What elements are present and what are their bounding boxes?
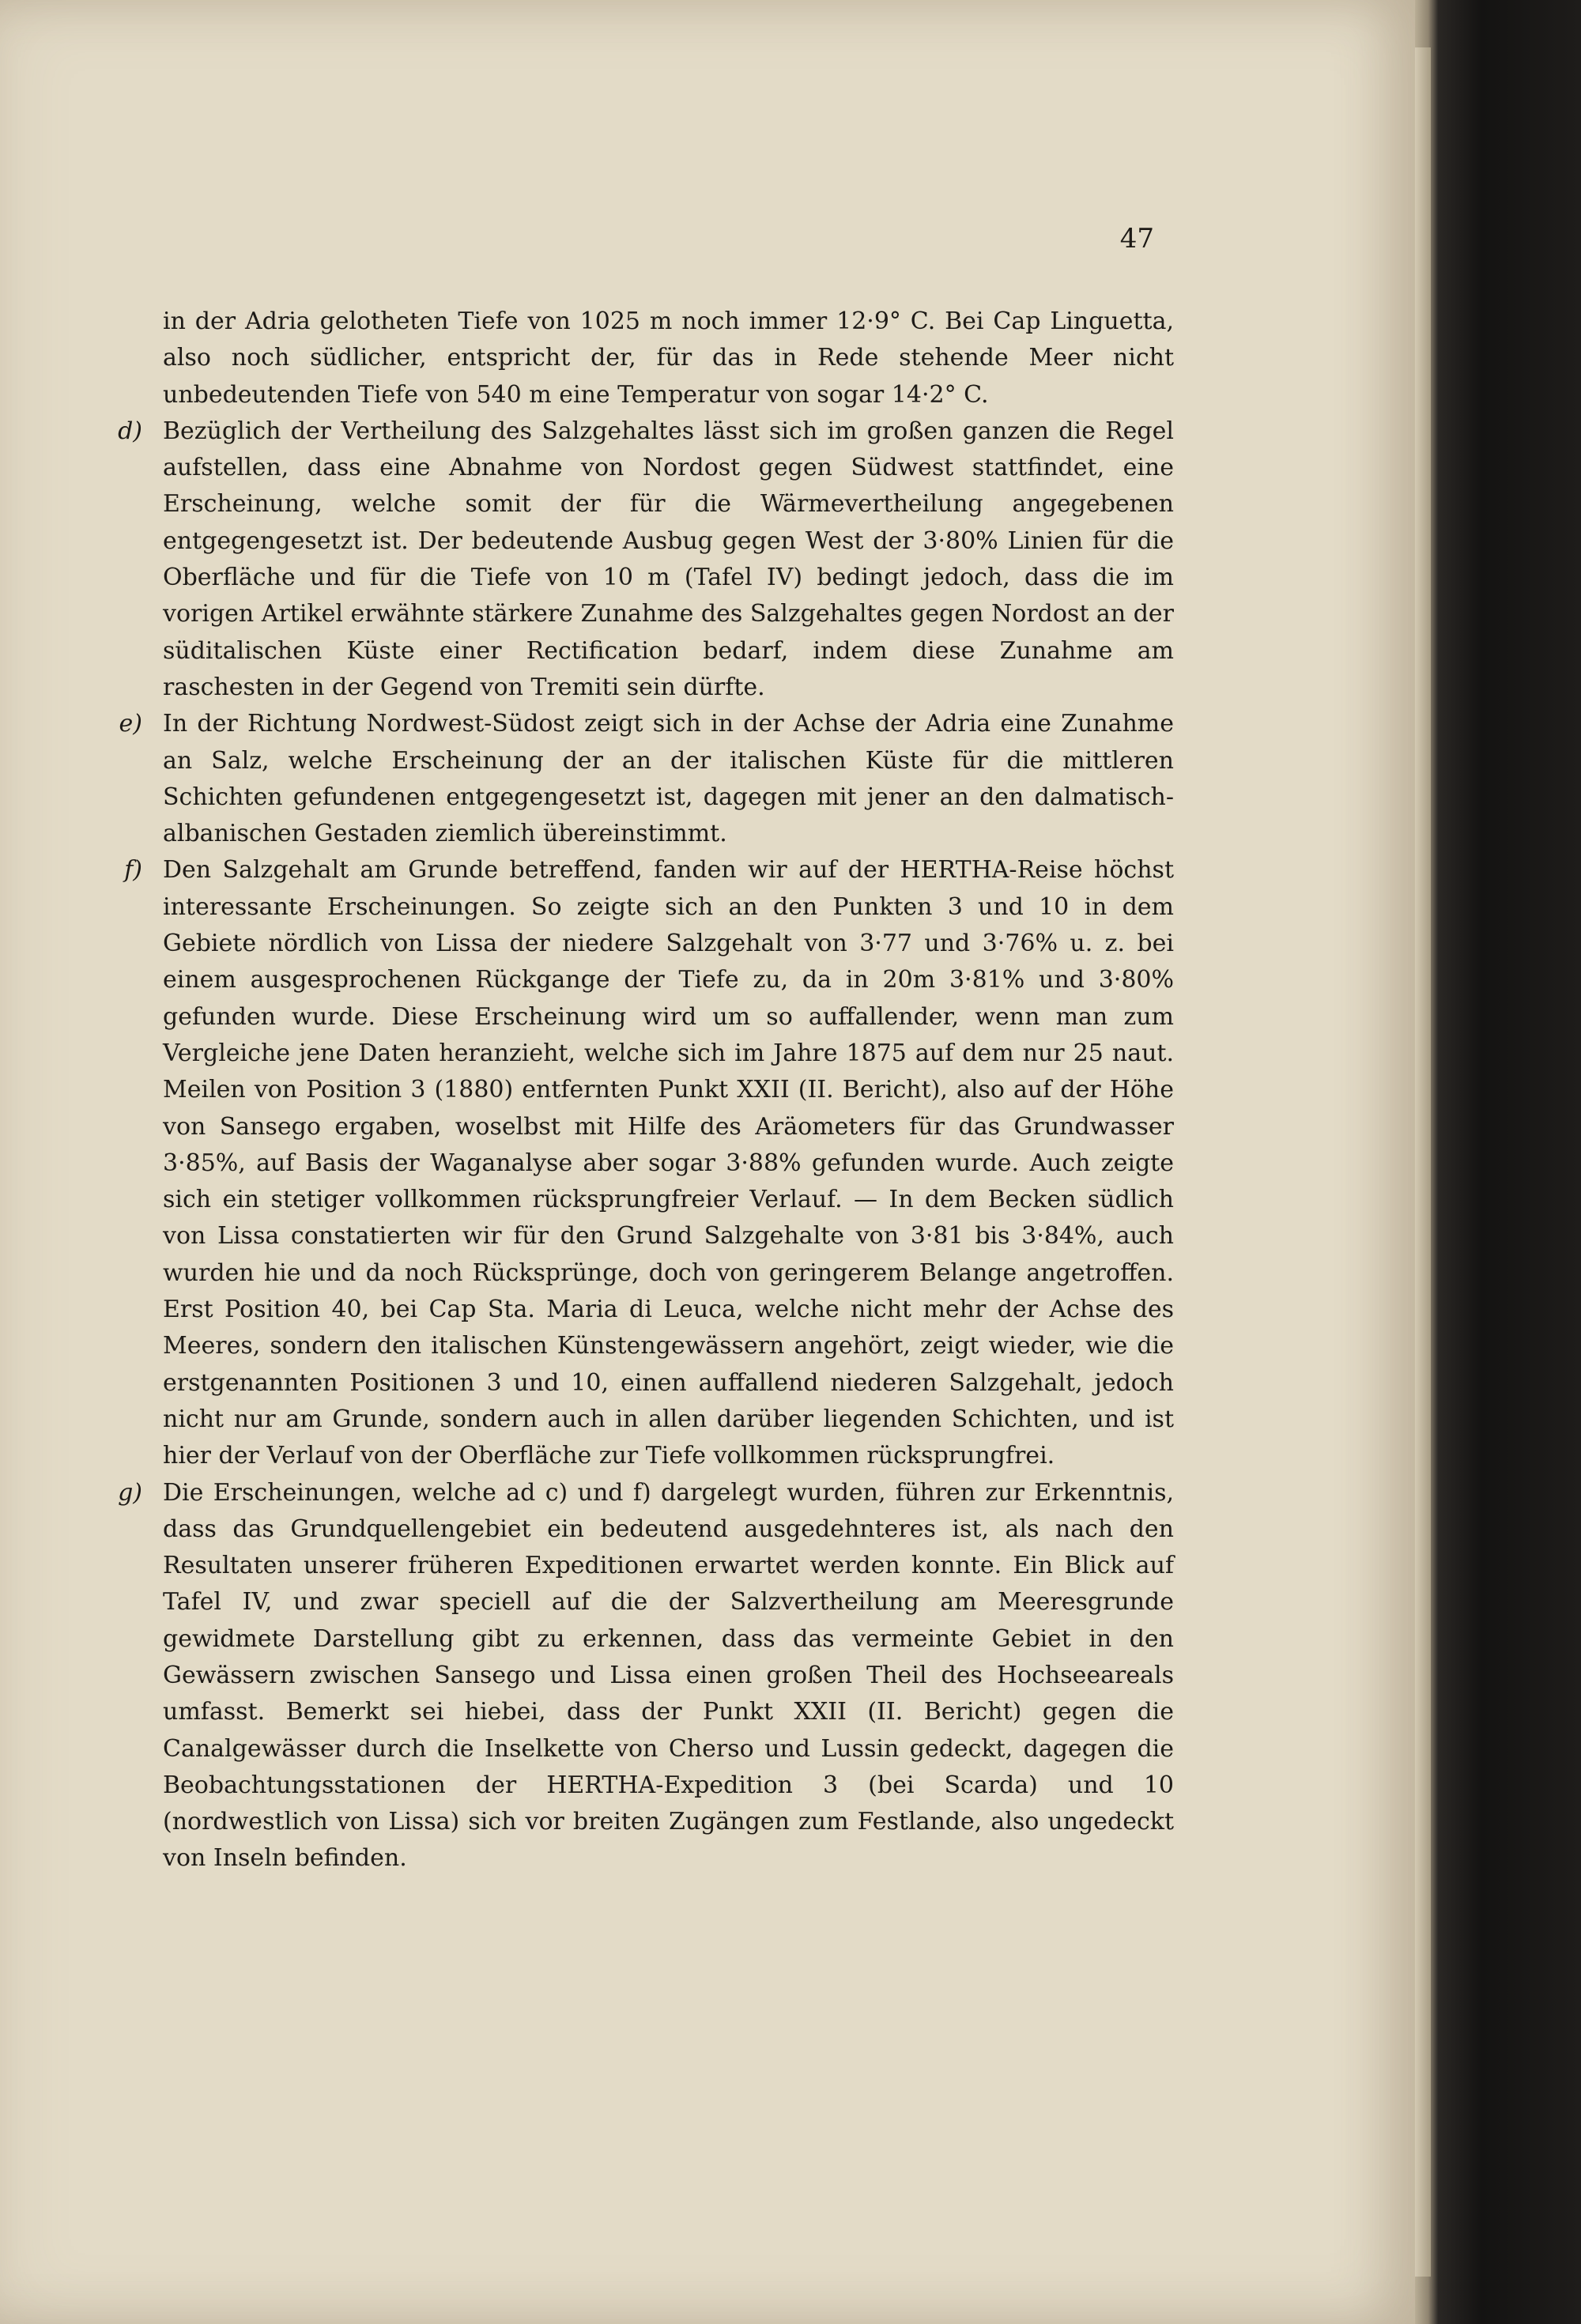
paragraph-text: in der Adria gelotheten Tiefe von 1025 m noch immer 12·9° C. Bei Cap Linguetta, also noch südlicher, entspricht der, für das in Rede stehende Meer nicht unbedeutenden Tiefe von 540 m eine Temperatur von sogar 14·2° C. — [163, 307, 1174, 409]
page-edges — [1415, 47, 1431, 2277]
paragraph-text: Die Erscheinungen, welche ad c) und f) dargelegt wurden, führen zur Erkenntnis, dass das Grundquellengebiet ein bedeutend ausgedehnteres ist, als nach den Resultaten unserer früheren Expeditionen erwartet werden konnte. Ein Blick auf Tafel IV, und zwar speciell auf die der Salzvertheilung am Meeresgrunde gewidmete Darstellung gibt zu erkennen, dass das vermeinte Gebiet in den Gewässern zwischen Sansego und Lissa einen großen Theil des Hochseeareals umfasst. Bemerkt sei hiebei, dass der Punkt XXII (II. Bericht) gegen die Canalgewässer durch die Inselkette von Cherso und Lussin gedeckt, dagegen die Beobachtungsstationen der HERTHA-Expedition 3 (bei Scarda) und 10 (nordwestlich von Lissa) sich vor breiten Zugängen zum Festlande, also ungedeckt von Inseln befinden. — [163, 1478, 1174, 1873]
paragraph-text: Den Salzgehalt am Grunde betreffend, fanden wir auf der HERTHA-Reise höchst interessante Erscheinungen. So zeigte sich an den Punkten 3 und 10 in dem Gebiete nördlich von Lissa der niedere Salzgehalt von 3·77 und 3·76% u. z. bei einem ausgesprochenen Rückgange der Tiefe zu, da in 20m 3·81% und 3·80% gefunden wurde. Diese Erscheinung wird um so auffallender, wenn man zum Vergleiche jene Daten heranzieht, welche sich im Jahre 1875 auf dem nur 25 naut. Meilen von Position 3 (1880) entfernten Punkt XXII (II. Bericht), also auf der Höhe von Sansego ergaben, woselbst mit Hilfe des Aräometers für das Grundwasser 3·85%, auf Basis der Waganalyse aber sogar 3·88% gefunden wurde. Auch zeigte sich ein stetiger vollkommen rücksprungfreier Verlauf. — In dem Becken südlich von Lissa constatierten wir für den Grund Salzgehalte von 3·81 bis 3·84%, auch wurden hie und da noch Rücksprünge, doch von geringerem Belange angetroffen. Erst Position 40, bei Cap Sta. Maria di Leuca, welche nicht mehr der Achse des Meeres, sondern den italischen Künstengewässern angehört, zeigt wieder, wie die erstgenannten Positionen 3 und 10, einen auffallend niederen Salzgehalt, jedoch nicht nur am Grunde, sondern auch in allen darüber liegenden Schichten, und ist hier der Verlauf von der Oberfläche zur Tiefe vollkommen rücksprungfrei. — [163, 856, 1174, 1470]
book-binding — [1415, 0, 1581, 2324]
paragraph-label: e) — [119, 710, 142, 738]
paragraph-f — [103, 852, 1174, 1474]
paragraph-text: In der Richtung Nordwest-Südost zeigt sich in der Achse der Adria eine Zunahme an Salz, welche Erscheinung der an der italischen Küste für die mittleren Schichten gefundenen entgegengesetzt ist, dagegen mit jener an den dalmatisch-albanischen Gestaden ziemlich übereinstimmt. — [163, 710, 1174, 848]
paragraph-label: f) — [124, 856, 142, 885]
paragraph-label: g) — [118, 1478, 142, 1507]
paragraph-d — [103, 413, 1174, 706]
paragraph-text: Bezüglich der Vertheilung des Salzgehaltes lässt sich im großen ganzen die Regel aufstellen, dass eine Abnahme von Nordost gegen Südwest stattfindet, eine Erscheinung, welche somit der für die Wärmevertheilung angegebenen entgegengesetzt ist. Der bedeutende Ausbug gegen West der 3·80% Linien für die Oberfläche und für die Tiefe von 10 m (Tafel IV) bedingt jedoch, dass die im vorigen Artikel erwähnte stärkere Zunahme des Salzgehaltes gegen Nordost an der süditalischen Küste einer Rectification bedarf, indem diese Zunahme am raschesten in der Gegend von Tremiti sein dürfte. — [163, 417, 1174, 701]
paragraph-label: d) — [118, 417, 142, 445]
paragraph-g — [103, 1475, 1174, 1877]
page-number: 47 — [1119, 223, 1154, 255]
paragraph-continued — [103, 304, 1174, 413]
body-text — [103, 304, 1174, 1877]
paragraph-e — [103, 706, 1174, 852]
